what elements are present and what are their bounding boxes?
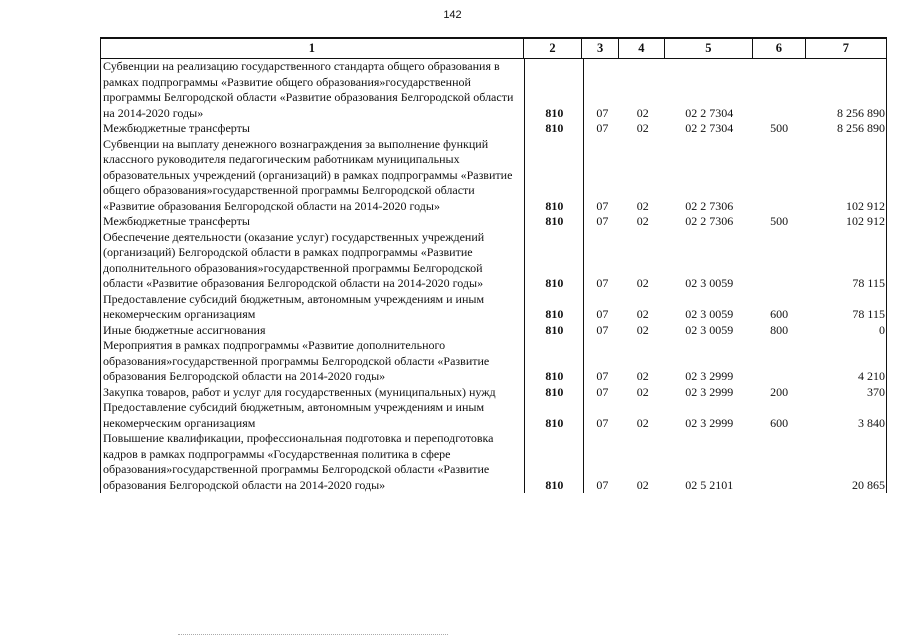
cell-section: 07 [596,121,609,135]
cell-target-article: 02 3 0059 [685,307,734,321]
cell-section: 07 [596,415,609,430]
cell-subsection: 02 [636,322,649,337]
cell-code: 810 [525,400,584,431]
cell-section: 07 [596,477,609,492]
cell-code: 810 [525,137,584,215]
cell-amount: 102 912 [845,198,885,213]
budget-table [100,37,887,493]
header-col-5: 5 [665,39,753,58]
cell-section: 07 [596,276,609,290]
row-name: Обеспечение деятельности (оказание услуг) государственных учреждений (организаций) Белгородской области в рамках подпрограммы «Развитие дополнительного образования»государственной программы Белгородской области «Развитие образования Белгородской области на 2014-2020 годы» [101,230,525,292]
row-name: Предоставление субсидий бюджетным, автономным учреждениям и иным некомерческим организациям [101,400,525,431]
table-body [101,59,886,493]
cell-target-article: 02 3 2999 [685,384,734,399]
cell-subsection: 02 [636,307,649,321]
cell-expense-type: 200 [770,384,789,399]
cell-subsection: 02 [636,369,649,383]
cell-target-article: 02 3 0059 [685,276,734,290]
row-name: Предоставление субсидий бюджетным, автономным учреждениям и иным некомерческим организациям [101,292,525,323]
cell-amount: 20 865 [851,477,885,492]
cell-expense-type: 600 [770,415,789,430]
table-row [101,431,886,493]
cell-target-article: 02 3 2999 [685,369,734,383]
cell-code: 810 [525,214,584,230]
cell-target-article: 02 3 2999 [685,415,734,430]
table-row [101,137,886,215]
row-name: Повышение квалификации, профессиональная подготовка и переподготовка кадров в рамках подпрограммы «Государственная политика в сфере образования»государственной программы Белгородской области «Развитие образования Белгородской области на 2014-2020 годы» [101,431,525,493]
table-row [101,230,886,292]
cell-expense-type [753,338,805,385]
page-number: 142 [443,9,462,21]
cell-code: 810 [525,385,584,401]
cell-code: 810 [525,292,584,323]
cell-code: 810 [525,323,584,339]
cell-code: 810 [525,230,584,292]
cell-amount: 8 256 890 [836,105,885,120]
row-name: Закупка товаров, работ и услуг для государственных (муниципальных) нужд [101,385,525,401]
cell-expense-type [753,230,805,292]
cell-subsection: 02 [636,477,649,492]
cell-expense-type: 600 [770,307,789,321]
cell-expense-type: 500 [770,214,789,228]
table-row [101,323,886,339]
header-col-3: 3 [582,39,619,58]
cell-target-article: 02 2 7304 [685,121,734,135]
row-name: Субвенции на реализацию государственного стандарта общего образования в рамках подпрограммы «Развитие общего образования»государственной программы Белгородской области «Развитие образования Белгородской области на 2014-2020 годы» [101,59,525,121]
cell-section: 07 [596,198,609,213]
header-col-1: 1 [101,39,524,58]
cell-target-article: 02 2 7304 [685,105,734,120]
cell-section: 07 [596,105,609,120]
table-row [101,214,886,230]
header-col-7: 7 [842,41,849,55]
cell-section: 07 [596,384,609,399]
cell-amount: 3 840 [857,415,885,430]
cell-amount: 0 [878,322,885,337]
cell-amount: 4 210 [857,369,885,383]
cell-target-article: 02 5 2101 [685,477,734,492]
cell-subsection: 02 [636,415,649,430]
table-row [101,121,886,137]
footer-rule [178,634,448,636]
table-row [101,338,886,385]
cell-code: 810 [525,338,584,385]
cell-section: 07 [596,307,609,321]
cell-expense-type [753,431,805,493]
cell-subsection: 02 [636,121,649,135]
table-row [101,292,886,323]
cell-target-article: 02 3 0059 [685,322,734,337]
cell-expense-type: 500 [770,121,789,135]
row-name: Мероприятия в рамках подпрограммы «Развитие дополнительного образования»государственной программы Белгородской области «Развитие образования Белгородской области на 2014-2020 годы» [101,338,525,385]
header-col-6: 6 [753,39,806,58]
cell-expense-type [753,137,805,215]
cell-amount: 78 115 [852,276,885,290]
cell-amount: 78 115 [852,307,885,321]
row-name: Иные бюджетные ассигнования [101,323,525,339]
cell-subsection: 02 [636,198,649,213]
cell-expense-type: 800 [770,322,789,337]
table-header-row [101,37,886,59]
header-col-2: 2 [524,39,583,58]
cell-target-article: 02 2 7306 [685,198,734,213]
cell-subsection: 02 [636,214,649,228]
table-row [101,59,886,121]
cell-expense-type [753,59,805,121]
cell-code: 810 [525,431,584,493]
cell-target-article: 02 2 7306 [685,214,734,228]
cell-amount: 370 [866,384,885,399]
cell-section: 07 [596,322,609,337]
table-row [101,400,886,431]
cell-subsection: 02 [636,105,649,120]
header-col-4: 4 [619,39,665,58]
cell-subsection: 02 [636,384,649,399]
cell-section: 07 [596,369,609,383]
row-name: Межбюджетные трансферты [101,121,525,137]
row-name: Субвенции на выплату денежного вознаграждения за выполнение функций классного руководителя педагогическим работникам муниципальных образовательных учреждений (организаций) в рамках подпрограммы «Развитие общего образования»государственной программы Белгородской области «Развитие образования Белгородской области на 2014-2020 годы» [101,137,525,215]
cell-subsection: 02 [636,276,649,290]
row-name: Межбюджетные трансферты [101,214,525,230]
table-row [101,385,886,401]
cell-code: 810 [525,59,584,121]
cell-amount: 8 256 890 [836,121,885,135]
cell-amount: 102 912 [845,214,885,228]
cell-code: 810 [525,121,584,137]
cell-section: 07 [596,214,609,228]
